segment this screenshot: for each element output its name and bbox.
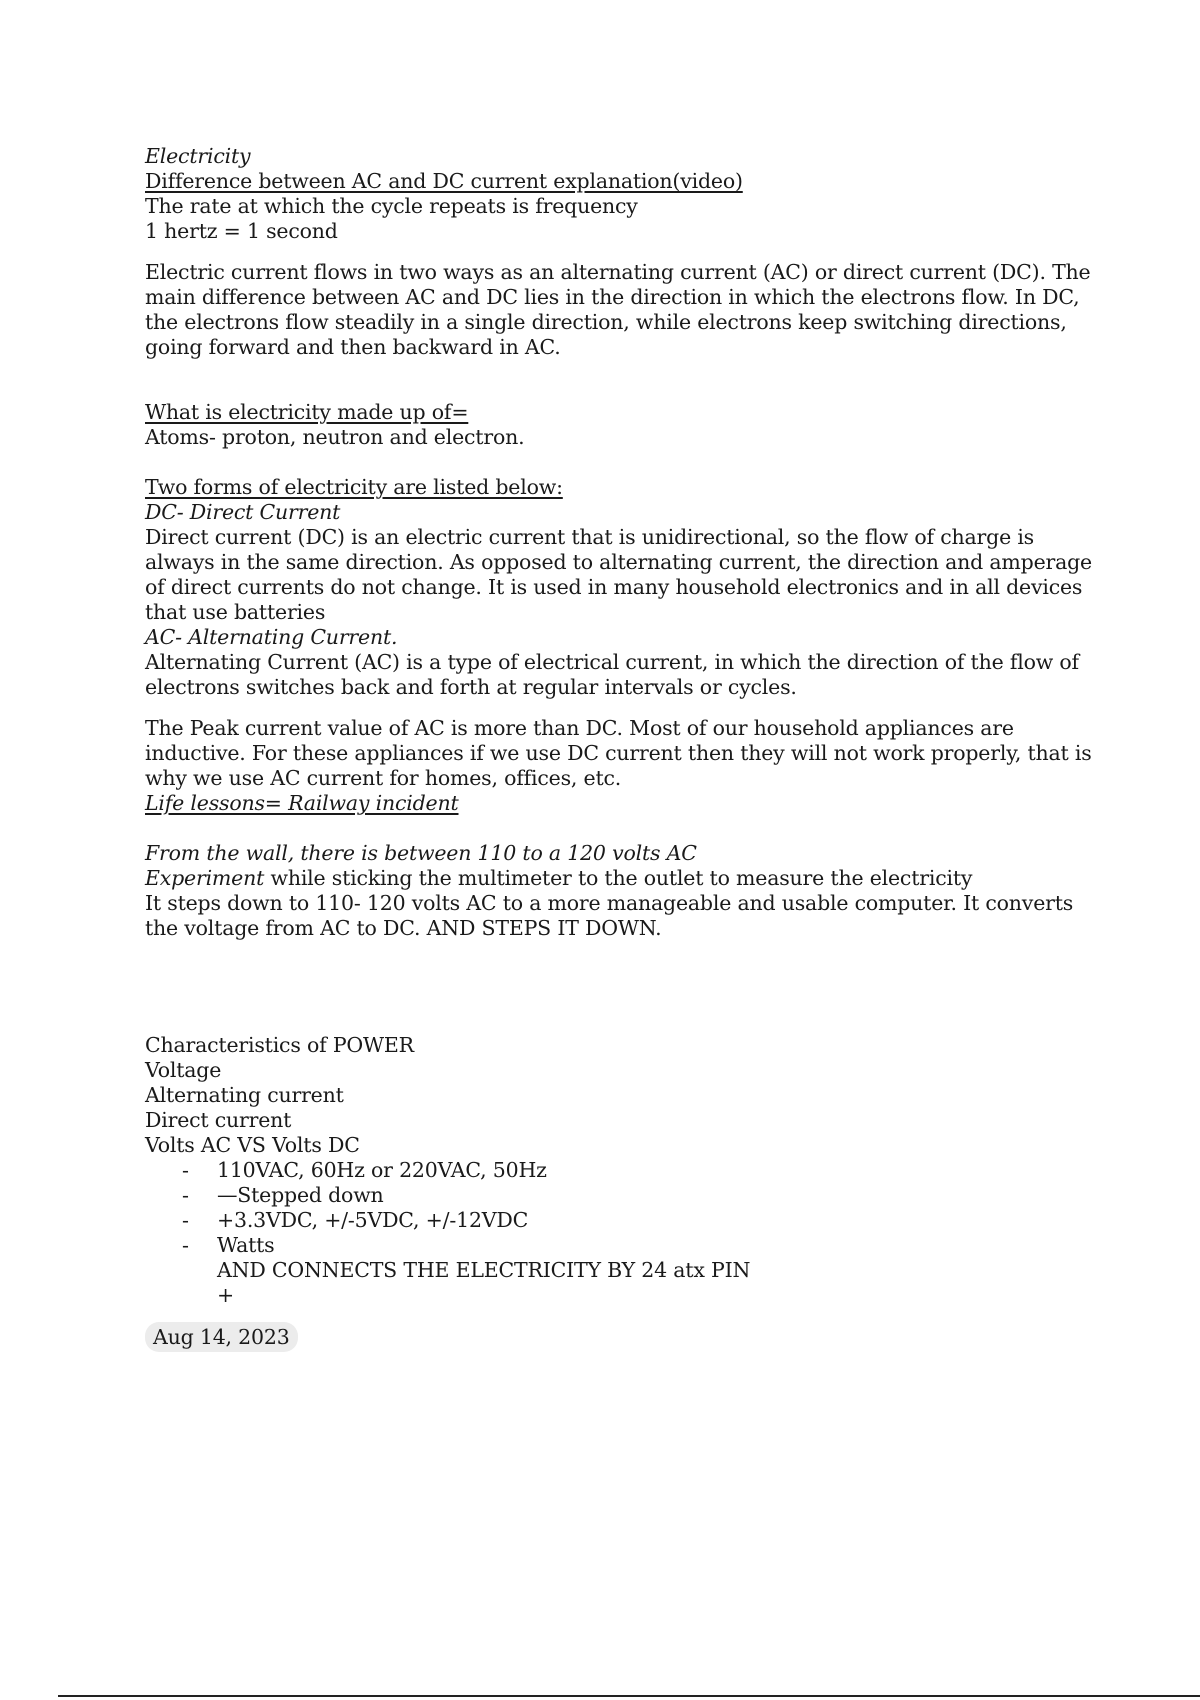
peak-paragraph: The Peak current value of AC is more than DC. Most of our household appliances are inductive. For these appliances if we use DC current then they will not work properly, that is why we use AC current for homes, offices, etc. bbox=[145, 716, 1092, 790]
intro-paragraph: Electric current flows in two ways as an alternating current (AC) or direct current (DC). The main difference between AC and DC lies in the direction in which the electrons flow. In DC, the electrons flow steadily in a single direction, while electrons keep switching directions, going forward and then backward in AC. bbox=[145, 260, 1091, 359]
page-bottom-rule bbox=[58, 1695, 1200, 1697]
dc-paragraph: Direct current (DC) is an electric current that is unidirectional, so the flow of charge is always in the same direction. As opposed to alternating current, the direction and amperage of direct currents do not change. It is used in many household electronics and in all devices that use batteries bbox=[145, 525, 1092, 624]
made-up-heading: What is electricity made up of= bbox=[145, 400, 469, 424]
wall-line: From the wall, there is between 110 to a 120 volts AC bbox=[145, 841, 697, 865]
list-item: - —Stepped down bbox=[145, 1183, 1095, 1208]
plus-line: + bbox=[217, 1283, 234, 1307]
power-heading: Characteristics of POWER bbox=[145, 1033, 414, 1057]
power-item: Direct current bbox=[145, 1108, 292, 1132]
steps-paragraph: It steps down to 110- 120 volts AC to a more manageable and usable computer. It converts the voltage from AC to DC. AND STEPS IT DOWN. bbox=[145, 891, 1074, 940]
list-item: - +3.3VDC, +/-5VDC, +/-12VDC bbox=[145, 1208, 1095, 1233]
life-lessons-link[interactable]: Life lessons= Railway incident bbox=[145, 791, 459, 815]
list-item: - Watts bbox=[145, 1233, 1095, 1258]
document-page bbox=[145, 144, 1095, 1352]
experiment-label: Experiment bbox=[145, 866, 265, 890]
frequency-line: The rate at which the cycle repeats is frequency bbox=[145, 194, 638, 218]
list-item: - 110VAC, 60Hz or 220VAC, 50Hz bbox=[145, 1158, 1095, 1183]
power-item: Alternating current bbox=[145, 1083, 344, 1107]
made-up-text: Atoms- proton, neutron and electron. bbox=[145, 425, 525, 449]
forms-heading: Two forms of electricity are listed below: bbox=[145, 475, 563, 499]
hertz-line: 1 hertz = 1 second bbox=[145, 219, 338, 243]
bullet-list bbox=[145, 1158, 1095, 1258]
connects-line: AND CONNECTS THE ELECTRICITY BY 24 atx PIN bbox=[217, 1258, 751, 1282]
experiment-line bbox=[145, 866, 1095, 891]
power-item: Voltage bbox=[145, 1058, 222, 1082]
date-chip[interactable]: Aug 14, 2023 bbox=[145, 1322, 298, 1352]
video-link[interactable]: Difference between AC and DC current explanation(video) bbox=[145, 169, 743, 193]
ac-paragraph: Alternating Current (AC) is a type of electrical current, in which the direction of the flow of electrons switches back and forth at regular intervals or cycles. bbox=[145, 650, 1079, 699]
dc-heading: DC- Direct Current bbox=[145, 500, 341, 524]
ac-heading: AC- Alternating Current. bbox=[145, 625, 398, 649]
doc-title: Electricity bbox=[145, 144, 251, 168]
experiment-text: while sticking the multimeter to the outlet to measure the electricity bbox=[264, 866, 973, 890]
power-item: Volts AC VS Volts DC bbox=[145, 1133, 360, 1157]
